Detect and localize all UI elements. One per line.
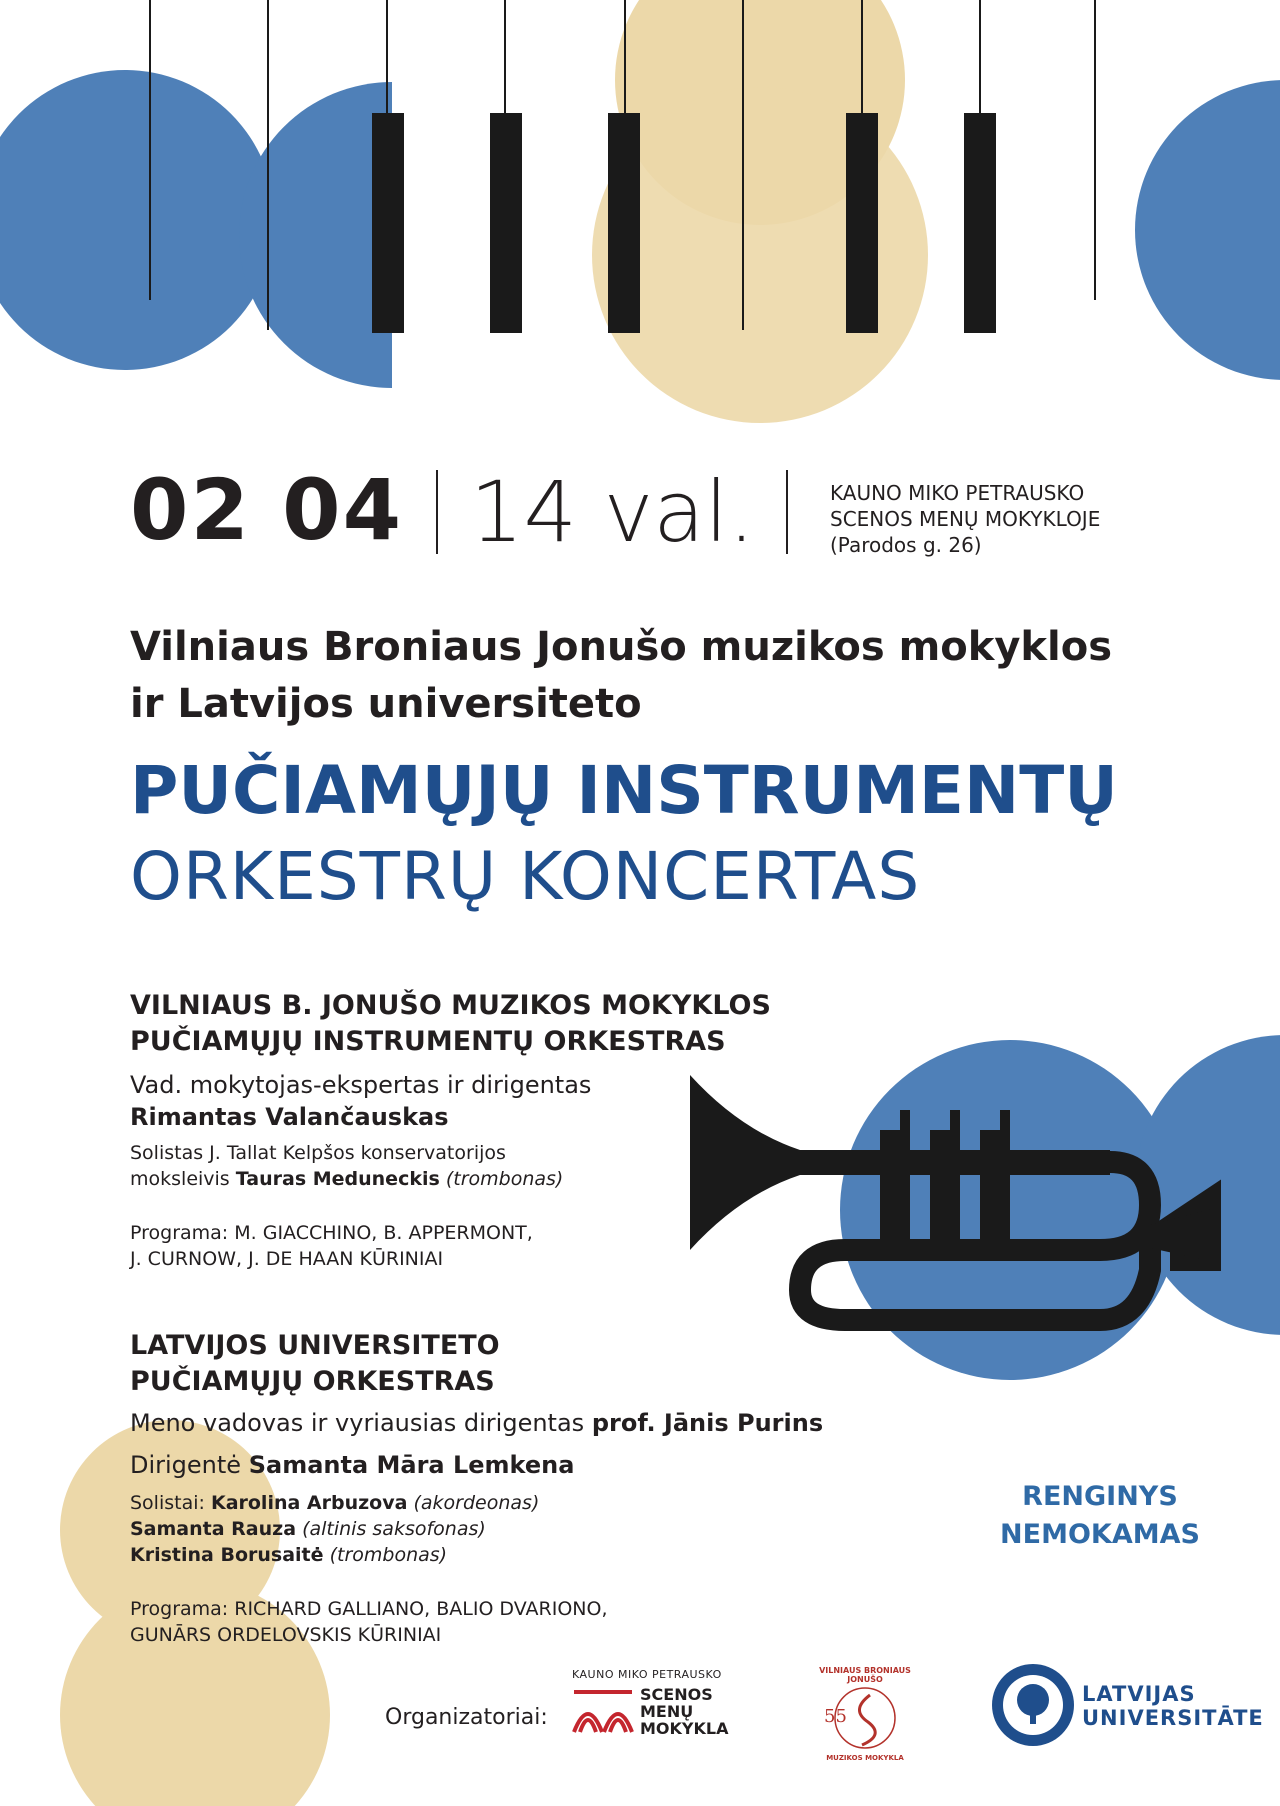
logo3-seal-icon — [990, 1662, 1076, 1748]
event-venue — [830, 480, 1100, 558]
orchestra2-conductor — [130, 1450, 574, 1480]
venue-line-1: KAUNO MIKO PETRAUSKO — [830, 481, 1085, 505]
organizers-label: Organizatoriai: — [385, 1705, 548, 1730]
orchestra1-leader-role: Vad. mokytojas-ekspertas ir dirigentas — [130, 1071, 592, 1099]
logo1-small-text: KAUNO MIKO PETRAUSKO — [572, 1668, 722, 1681]
orchestra2-program-1: Programa: RICHARD GALLIANO, BALIO DVARIONO, — [130, 1598, 608, 1620]
logo1-line-2: MENŲ — [640, 1702, 694, 1721]
logo-latvijas-universitate — [990, 1662, 1264, 1752]
title-line-1: PUČIAMŲJŲ INSTRUMENTŲ — [130, 752, 1118, 829]
event-date: 02 04 — [130, 461, 404, 559]
soloist-name: Kristina Borusaitė — [130, 1544, 324, 1566]
logo2-top-text: VILNIAUS BRONIAUS JONUŠO — [819, 1666, 911, 1684]
orchestra2-soloist-3 — [130, 1542, 447, 1568]
logo3-line-2: UNIVERSITĀTE — [1082, 1706, 1264, 1730]
logo1-line-3: MOKYKLA — [640, 1719, 729, 1738]
soloist-name: Samanta Rauza — [130, 1518, 297, 1540]
soloist-instrument: (altinis saksofonas) — [302, 1518, 486, 1540]
logo1-mark — [572, 1686, 634, 1734]
orchestra2-director — [130, 1408, 823, 1438]
soloist-name: Karolina Arbuzova — [210, 1492, 408, 1514]
orchestra2-heading-2: PUČIAMŲJŲ ORKESTRAS — [130, 1366, 495, 1397]
divider-1 — [436, 470, 438, 554]
director-name: prof. Jānis Purins — [591, 1409, 824, 1437]
venue-line-3: (Parodos g. 26) — [830, 533, 982, 557]
soloist-instrument: (trombonas) — [445, 1168, 564, 1190]
organizers-intro-line-2: ir Latvijos universiteto — [130, 681, 642, 727]
orchestra1-soloist-intro: Solistas J. Tallat Kelpšos konservatorijos — [130, 1142, 506, 1164]
orchestra2-program-2: GUNĀRS ORDELOVSKIS KŪRINIAI — [130, 1624, 442, 1646]
blue-circle-top-left — [0, 70, 275, 370]
conductor-role: Dirigentė — [130, 1451, 242, 1479]
event-time: 14 val. — [470, 463, 755, 561]
logo2-number: 55 — [824, 1706, 847, 1727]
director-role: Meno vadovas ir vyriausias dirigentas — [130, 1409, 585, 1437]
free-event-notice — [960, 1478, 1240, 1554]
orchestra1-soloist — [130, 1166, 563, 1192]
soloists-label: Solistai: — [130, 1492, 205, 1514]
orchestra1-leader-name: Rimantas Valančauskas — [130, 1103, 449, 1131]
free-event-line-2: NEMOKAMAS — [1000, 1519, 1200, 1550]
logo3-line-1: LATVIJAS — [1082, 1682, 1196, 1706]
free-event-line-1: RENGINYS — [1022, 1481, 1178, 1512]
orchestra2-soloist-1 — [130, 1490, 539, 1516]
blue-circle-top-right — [1135, 80, 1280, 380]
venue-line-2: SCENOS MENŲ MOKYKLOJE — [830, 507, 1101, 531]
logo-vilniaus-jonuso-muzikos-mokykla — [810, 1660, 920, 1770]
organizers-intro-line-1: Vilniaus Broniaus Jonušo muzikos mokyklos — [130, 624, 1113, 670]
orchestra1-program-2: J. CURNOW, J. DE HAAN KŪRINIAI — [130, 1248, 444, 1270]
conductor-name: Samanta Māra Lemkena — [248, 1451, 575, 1479]
logo-kauno-scenos-menu-mokykla — [572, 1668, 752, 1748]
orchestra2-heading-1: LATVIJOS UNIVERSITETO — [130, 1330, 500, 1361]
divider-2 — [786, 470, 788, 554]
soloist-instrument: (trombonas) — [329, 1544, 448, 1566]
logo1-line-1: SCENOS — [640, 1685, 713, 1704]
soloist-prefix: moksleivis — [130, 1168, 230, 1190]
orchestra1-heading-1: VILNIAUS B. JONUŠO MUZIKOS MOKYKLOS — [130, 990, 771, 1021]
soloist-name: Tauras Meduneckis — [235, 1168, 440, 1190]
soloist-instrument: (akordeonas) — [413, 1492, 540, 1514]
orchestra2-soloist-2 — [130, 1516, 486, 1542]
title-line-2: ORKESTRŲ KONCERTAS — [130, 838, 921, 915]
logo2-bottom-text: MUZIKOS MOKYKLA — [826, 1754, 904, 1762]
orchestra1-heading-2: PUČIAMŲJŲ INSTRUMENTŲ ORKESTRAS — [130, 1026, 726, 1057]
orchestra1-program-1: Programa: M. GIACCHINO, B. APPERMONT, — [130, 1222, 533, 1244]
blue-half-circle-top — [239, 82, 392, 388]
